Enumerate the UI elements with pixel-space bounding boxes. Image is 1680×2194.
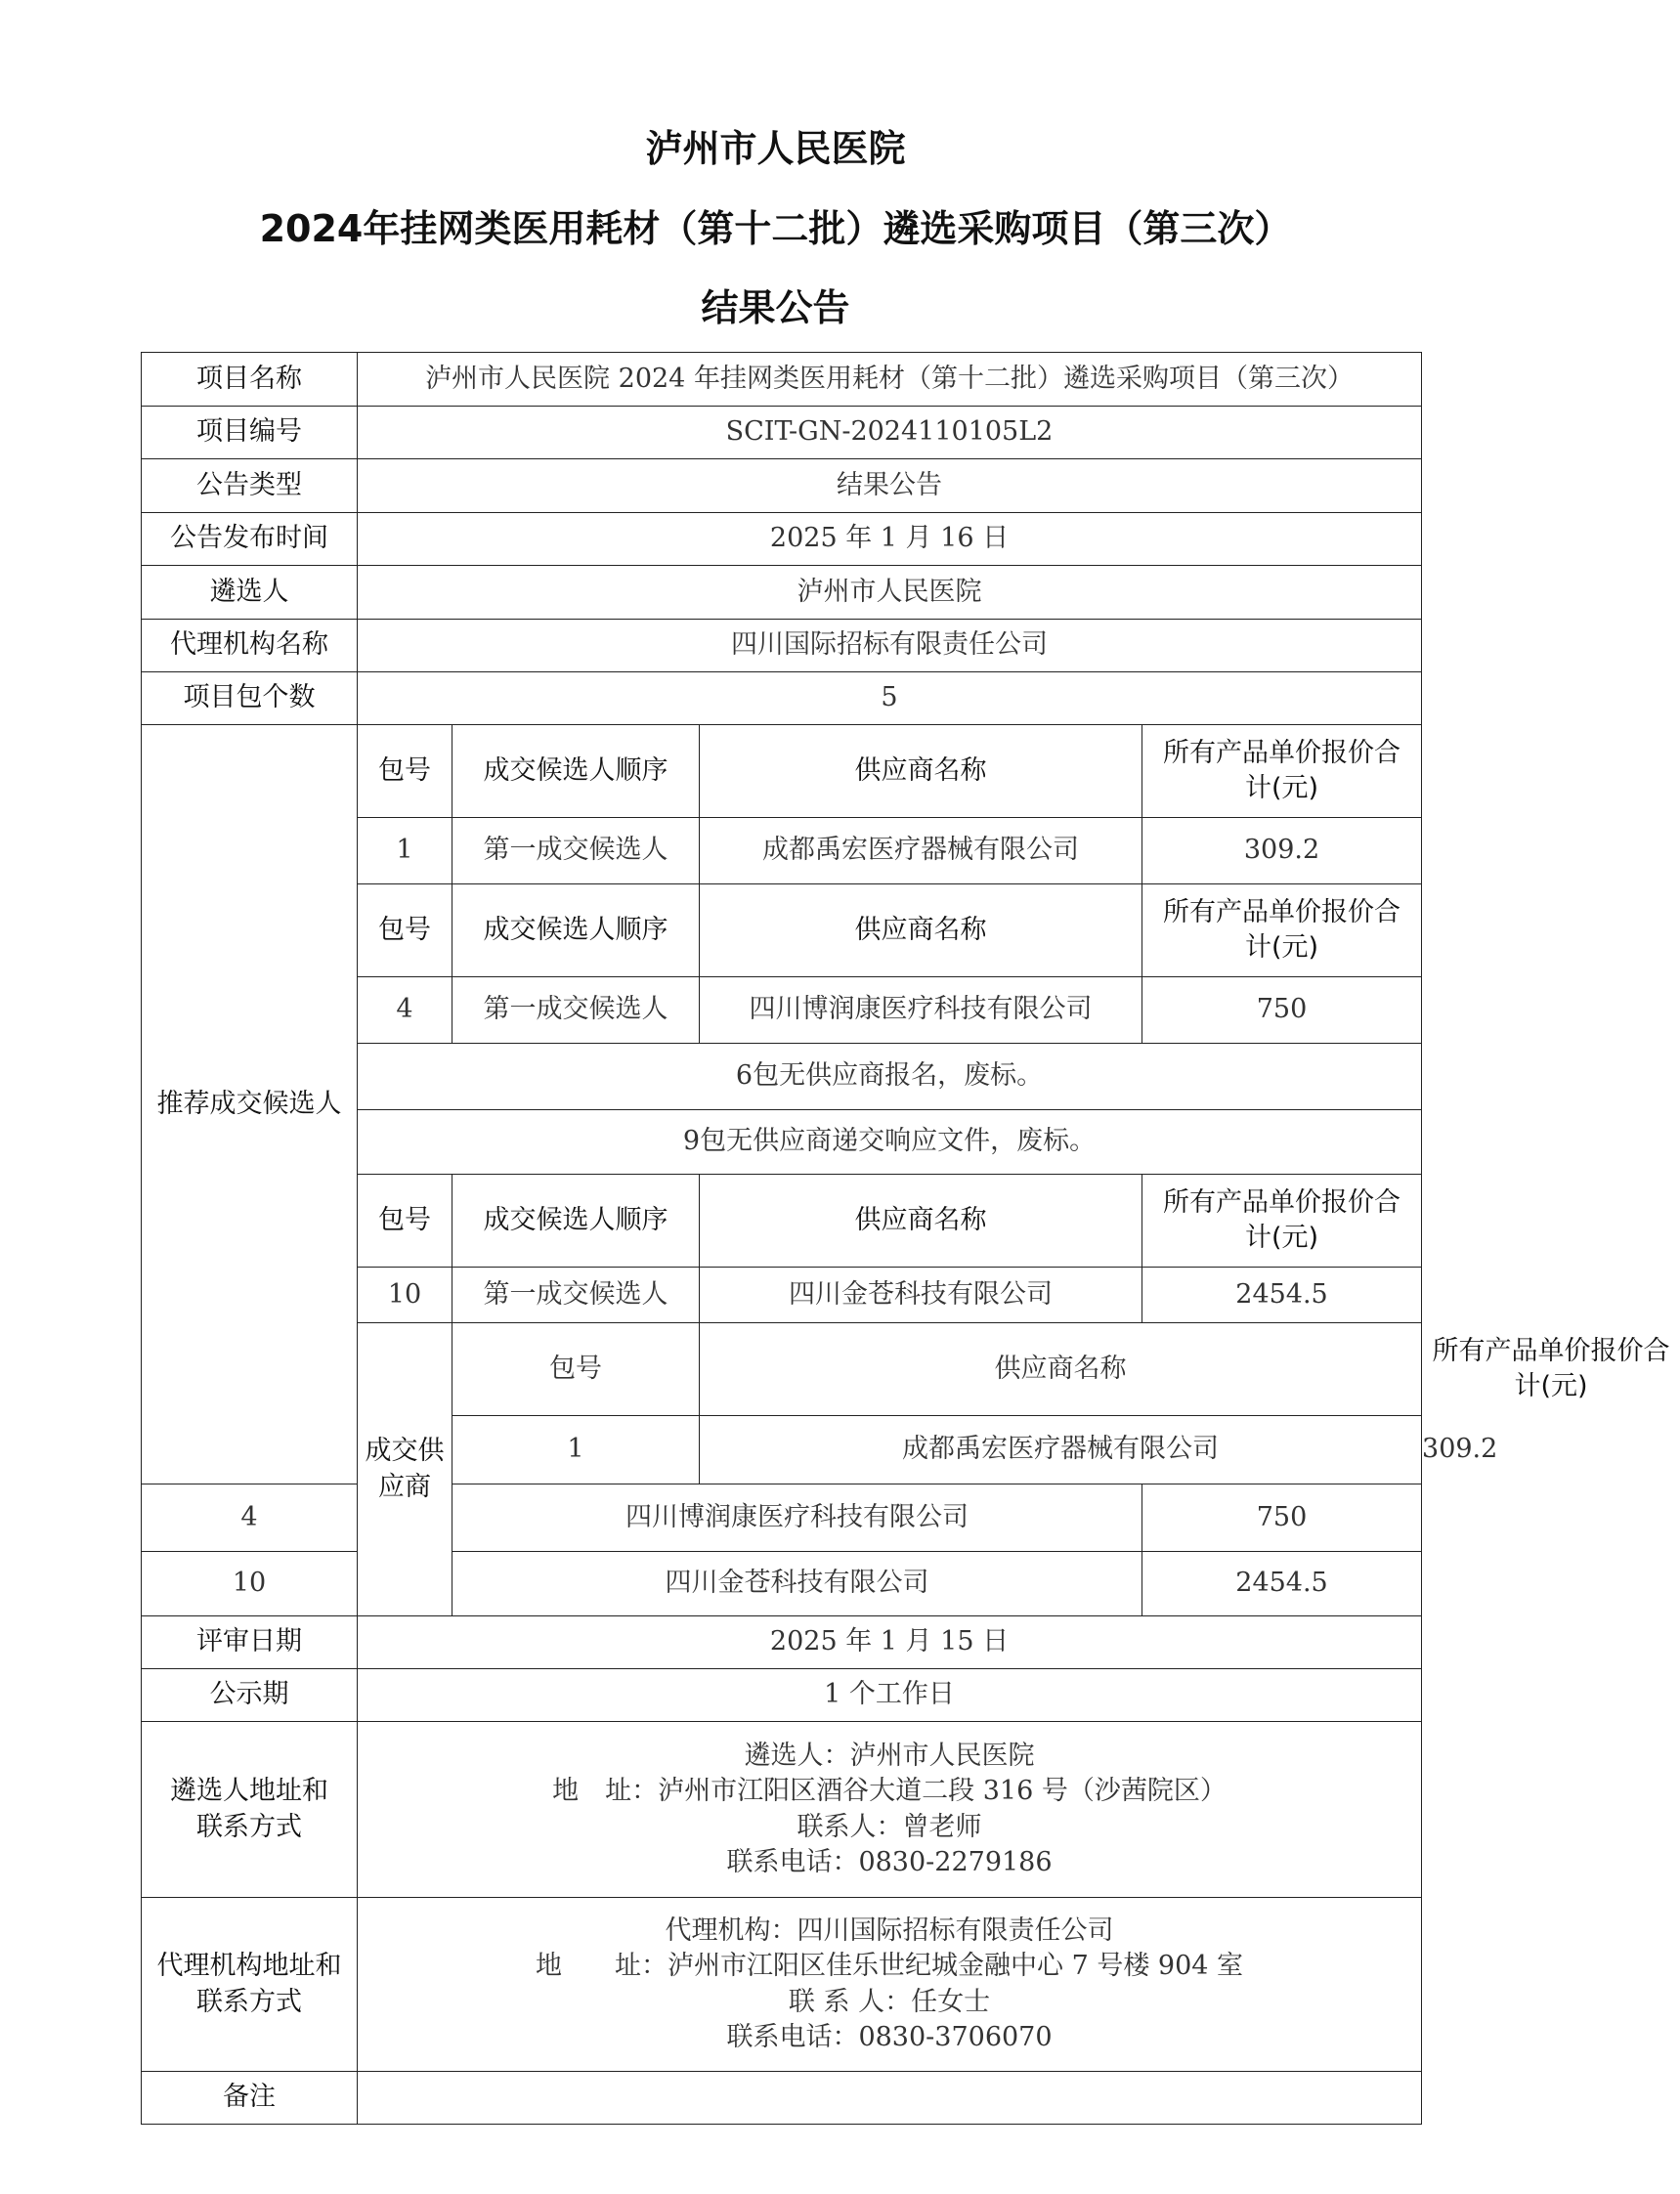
title-project: 2024年挂网类医用耗材（第十二批）遴选采购项目（第三次） [259,207,1292,250]
value-remarks [358,2072,1422,2125]
row-review-date [142,1616,1422,1669]
label-remarks: 备注 [142,2072,358,2125]
cell-price: 750 [1142,977,1422,1044]
label-agency-contact-text: 代理机构地址和联系方式 [156,1951,342,2017]
cell-order: 第一成交候选人 [452,818,700,884]
header-supplier: 供应商名称 [700,884,1142,977]
label-selector: 遴选人 [142,566,358,620]
row-selector [142,566,1422,620]
label-review-date: 评审日期 [142,1616,358,1669]
value-package-count: 5 [358,672,1422,725]
cell-supplier: 四川博润康医疗科技有限公司 [452,1484,1142,1552]
value-selector: 泸州市人民医院 [358,566,1422,620]
selector-contact-line: 联系电话：0830-2279186 [726,1846,1053,1877]
label-selector-contact [142,1722,358,1898]
row-package-count [142,672,1422,725]
cell-pkg: 4 [358,977,452,1044]
cell-price: 2454.5 [1142,1552,1422,1616]
label-agency-contact [142,1898,358,2072]
cell-supplier: 成都禹宏医疗器械有限公司 [700,818,1142,884]
agency-contact-block [358,1898,1422,2072]
header-price-text: 所有产品单价报价合计(元) [1163,737,1400,803]
header-pkg: 包号 [358,725,452,818]
value-publicity-period: 1 个工作日 [358,1669,1422,1722]
header-price-text: 所有产品单价报价合计(元) [1163,1186,1400,1253]
label-candidates [142,725,358,1484]
cell-order: 第一成交候选人 [452,977,700,1044]
cell-pkg: 1 [358,818,452,884]
header-supplier: 供应商名称 [700,1323,1422,1416]
row-publish-time [142,513,1422,566]
title-notice-type: 结果公告 [701,286,850,329]
header-supplier: 供应商名称 [700,725,1142,818]
label-package-count: 项目包个数 [142,672,358,725]
candidates-header-row [142,725,1422,818]
cell-supplier: 成都禹宏医疗器械有限公司 [700,1416,1422,1484]
agency-contact-line: 联系电话：0830-3706070 [726,2021,1053,2052]
cell-pkg: 10 [142,1552,358,1616]
row-notice-type [142,459,1422,513]
selector-contact-block [358,1722,1422,1898]
note-package-6: 6包无供应商报名，废标。 [358,1044,1422,1110]
label-publish-time: 公告发布时间 [142,513,358,566]
selector-contact-line: 地 址：泸州市江阳区酒谷大道二段 316 号（沙茜院区） [552,1776,1227,1807]
table-row [142,1552,1422,1616]
row-agency-contact [142,1898,1422,2072]
header-price [1142,725,1422,818]
cell-supplier: 四川金苍科技有限公司 [452,1552,1142,1616]
cell-price: 309.2 [1142,818,1422,884]
value-agency: 四川国际招标有限责任公司 [358,620,1422,672]
header-pkg: 包号 [358,884,452,977]
row-project-no [142,407,1422,459]
cell-pkg: 10 [358,1268,452,1323]
header-order: 成交候选人顺序 [452,1175,700,1268]
cell-pkg: 4 [142,1484,358,1552]
title-hospital: 泸州市人民医院 [645,127,906,170]
header-price [1142,884,1422,977]
cell-order: 第一成交候选人 [452,1268,700,1323]
header-pkg: 包号 [358,1175,452,1268]
label-agency: 代理机构名称 [142,620,358,672]
header-order: 成交候选人顺序 [452,884,700,977]
label-project-no: 项目编号 [142,407,358,459]
agency-contact-line: 联 系 人：任女士 [788,1986,991,2017]
row-remarks [142,2072,1422,2125]
label-project-name: 项目名称 [142,353,358,407]
table-row [142,1484,1422,1552]
value-notice-type: 结果公告 [358,459,1422,513]
note-package-9: 9包无供应商递交响应文件，废标。 [358,1110,1422,1175]
agency-contact-line: 地 址：泸州市江阳区佳乐世纪城金融中心 7 号楼 904 室 [535,1951,1244,1982]
label-publicity-period: 公示期 [142,1669,358,1722]
table-row: 1 成都禹宏医疗器械有限公司 309.2 [142,1416,1422,1484]
announcement-table [141,352,1670,2125]
value-project-name: 泸州市人民医院 2024 年挂网类医用耗材（第十二批）遴选采购项目（第三次） [358,353,1422,407]
selector-contact-line: 联系人：曾老师 [797,1811,982,1842]
label-selector-contact-text: 遴选人地址和联系方式 [170,1776,328,1842]
header-price [1142,1175,1422,1268]
selector-contact-line: 遴选人：泸州市人民医院 [744,1740,1035,1771]
label-candidates-text: 推荐成交候选人 [156,1088,342,1119]
header-pkg: 包号 [452,1323,700,1416]
row-selector-contact [142,1722,1422,1898]
cell-price: 750 [1142,1484,1422,1552]
label-notice-type: 公告类型 [142,459,358,513]
value-publish-time: 2025 年 1 月 16 日 [358,513,1422,566]
value-project-no: SCIT-GN-2024110105L2 [358,407,1422,459]
agency-contact-line: 代理机构：四川国际招标有限责任公司 [665,1914,1114,1946]
row-publicity-period [142,1669,1422,1722]
row-project-name [142,353,1422,407]
header-price-text: 所有产品单价报价合计(元) [1163,896,1400,963]
label-winners: 成交供应商 [358,1323,452,1616]
row-agency [142,620,1422,672]
header-price-text: 所有产品单价报价合计(元) [1432,1335,1670,1401]
header-order: 成交候选人顺序 [452,725,700,818]
header-supplier: 供应商名称 [700,1175,1142,1268]
cell-price: 2454.5 [1142,1268,1422,1323]
cell-supplier: 四川金苍科技有限公司 [700,1268,1142,1323]
value-review-date: 2025 年 1 月 15 日 [358,1616,1422,1669]
cell-supplier: 四川博润康医疗科技有限公司 [700,977,1142,1044]
cell-pkg: 1 [452,1416,700,1484]
